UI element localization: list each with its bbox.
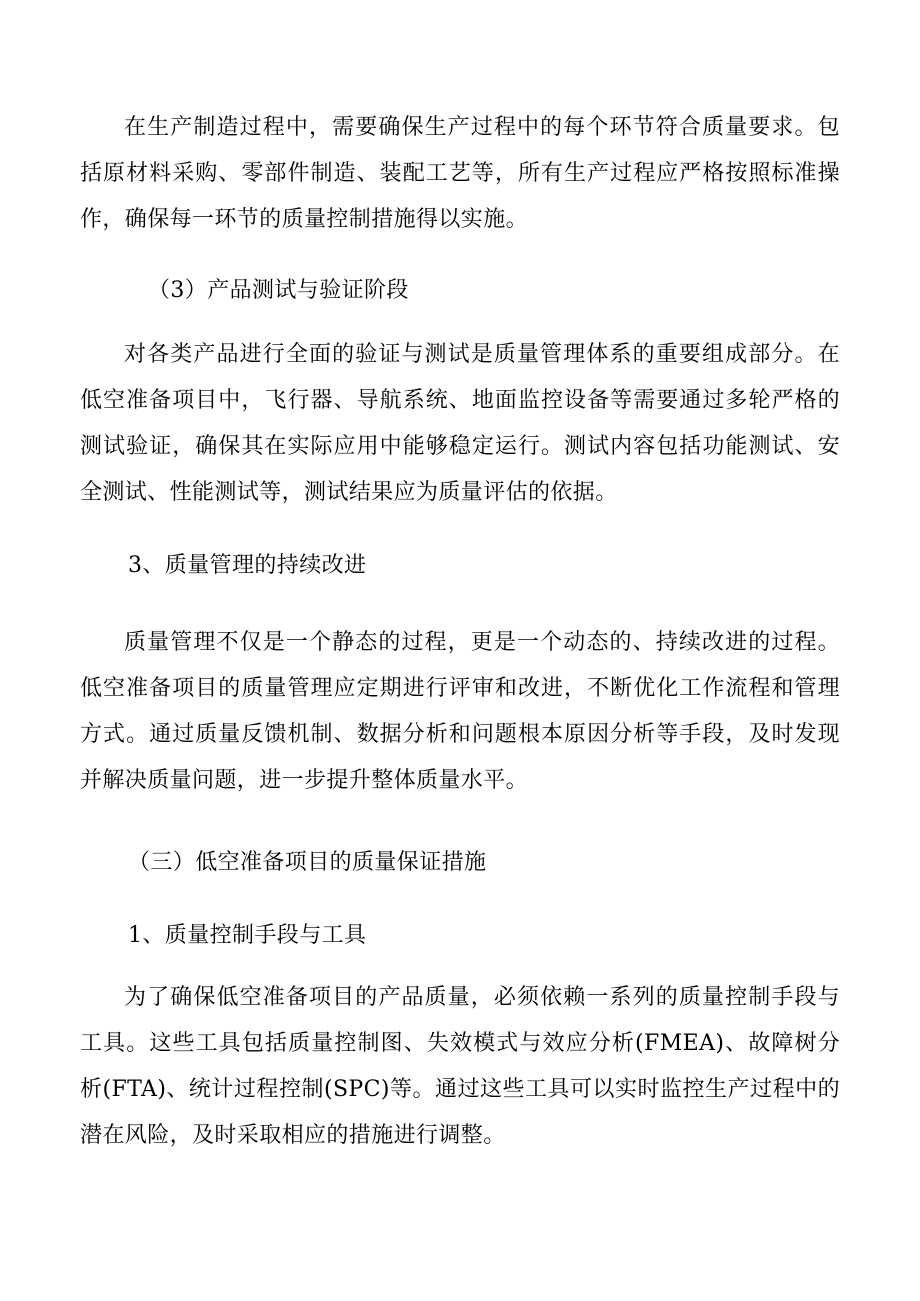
paragraph-testing-validation: 对各类产品进行全面的验证与测试是质量管理体系的重要组成部分。在低空准备项目中，飞行器、导航系统、地面监控设备等需要通过多轮严格的测试验证，确保其在实际应用中能够稳定运行。测试内容包括功能测试、安全测试、性能测试等，测试结果应为质量评估的依据。 xyxy=(80,342,840,505)
paragraph-continuous-improvement: 质量管理不仅是一个静态的过程，更是一个动态的、持续改进的过程。低空准备项目的质量管理应定期进行评审和改进，不断优化工作流程和管理方式。通过质量反馈机制、数据分析和问题根本原因分析等手段，及时发现并解决质量问题，进一步提升整体质量水平。 xyxy=(80,630,840,793)
heading-quality-assurance-measures: （三）低空准备项目的质量保证措施 xyxy=(128,850,487,875)
heading-quality-control-tools: 1、质量控制手段与工具 xyxy=(128,923,367,948)
heading-continuous-improvement: 3、质量管理的持续改进 xyxy=(128,553,367,578)
paragraph-quality-control-tools: 为了确保低空准备项目的产品质量，必须依赖一系列的质量控制手段与工具。这些工具包括质量控制图、失效模式与效应分析(FMEA)、故障树分析(FTA)、统计过程控制(SPC)等。通过这些工具可以实时监控生产过程中的潜在风险，及时采取相应的措施进行调整。 xyxy=(80,985,840,1148)
heading-product-testing: （3）产品测试与验证阶段 xyxy=(148,278,409,303)
paragraph-production-process: 在生产制造过程中，需要确保生产过程中的每个环节符合质量要求。包括原材料采购、零部件制造、装配工艺等，所有生产过程应严格按照标准操作，确保每一环节的质量控制措施得以实施。 xyxy=(80,115,840,232)
